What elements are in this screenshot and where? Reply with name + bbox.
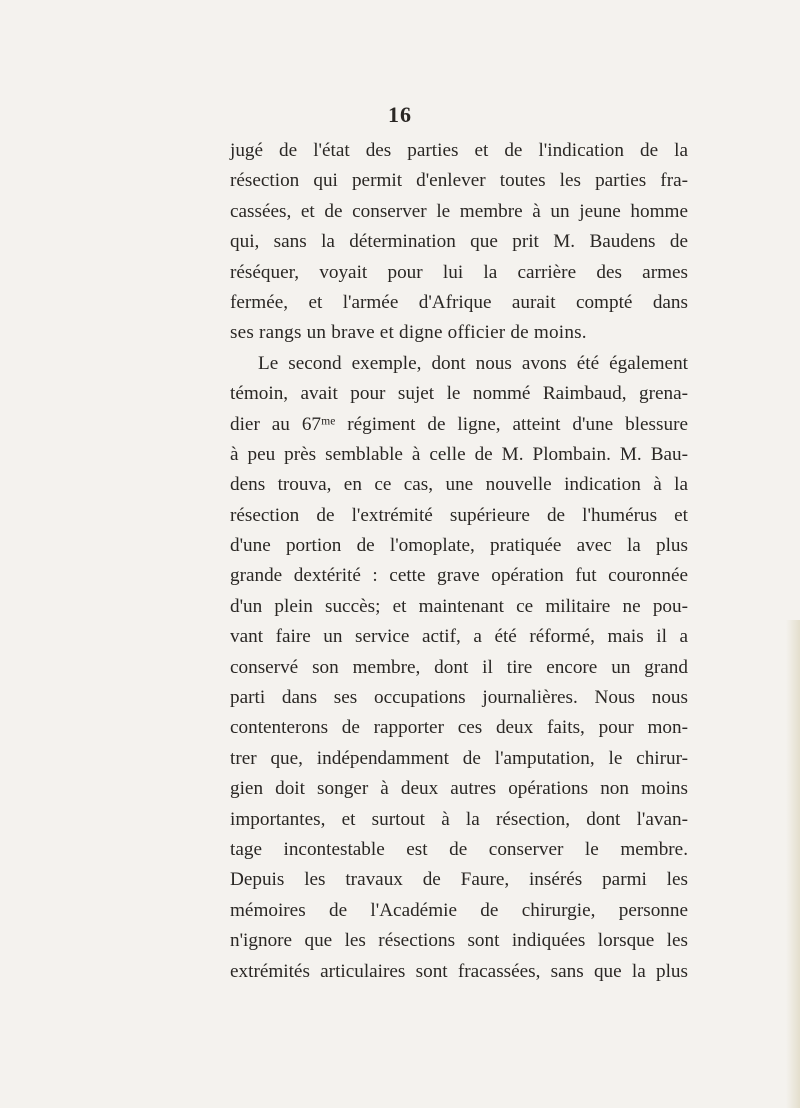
page-edge-shadow xyxy=(786,620,800,1108)
body-text xyxy=(230,136,688,987)
text-line: d'un plein succès; et maintenant ce militaire ne pou- xyxy=(230,595,688,617)
text-line: résection de l'extrémité supérieure de l'humérus et xyxy=(230,504,688,526)
text-line: gien doit songer à deux autres opérations non moins xyxy=(230,778,688,800)
text-line: tage incontestable est de conserver le membre. xyxy=(230,838,688,860)
text-line: n'ignore que les résections sont indiquées lorsque les xyxy=(230,930,688,952)
text-line: parti dans ses occupations journalières. Nous nous xyxy=(230,687,688,709)
text-line: témoin, avait pour sujet le nommé Raimbaud, grena- xyxy=(230,383,688,405)
text-line: conservé son membre, dont il tire encore un grand xyxy=(230,656,688,678)
text-line: résection qui permit d'enlever toutes les parties fra- xyxy=(230,170,688,192)
text-line: réséquer, voyait pour lui la carrière des armes xyxy=(230,261,688,283)
page-number: 16 xyxy=(388,102,412,127)
text-line: extrémités articulaires sont fracassées, sans que la plus xyxy=(230,960,688,982)
text-line: dier au 67ᵐᵉ régiment de ligne, atteint d'une blessure xyxy=(230,413,688,435)
text-line: grande dextérité : cette grave opération fut couronnée xyxy=(230,565,688,587)
text-line: d'une portion de l'omoplate, pratiquée avec la plus xyxy=(230,535,688,557)
text-line: contenterons de rapporter ces deux faits, pour mon- xyxy=(230,717,688,739)
text-line: mémoires de l'Académie de chirurgie, personne xyxy=(230,899,688,921)
text-line: dens trouva, en ce cas, une nouvelle indication à la xyxy=(230,474,688,496)
text-line: à peu près semblable à celle de M. Plombain. M. Bau- xyxy=(230,443,688,465)
text-line: Depuis les travaux de Faure, insérés parmi les xyxy=(230,869,688,891)
text-line: trer que, indépendamment de l'amputation, le chirur- xyxy=(230,747,688,769)
text-line: importantes, et surtout à la résection, dont l'avan- xyxy=(230,808,688,830)
text-line: Le second exemple, dont nous avons été également xyxy=(258,352,688,374)
text-line: jugé de l'état des parties et de l'indication de la xyxy=(230,140,688,161)
text-line: vant faire un service actif, a été réformé, mais il a xyxy=(230,626,688,648)
text-line: cassées, et de conserver le membre à un jeune homme xyxy=(230,200,688,222)
text-line: ses rangs un brave et digne officier de moins. xyxy=(230,322,587,344)
text-line: qui, sans la détermination que prit M. Baudens de xyxy=(230,231,688,253)
text-line: fermée, et l'armée d'Afrique aurait compté dans xyxy=(230,291,688,313)
